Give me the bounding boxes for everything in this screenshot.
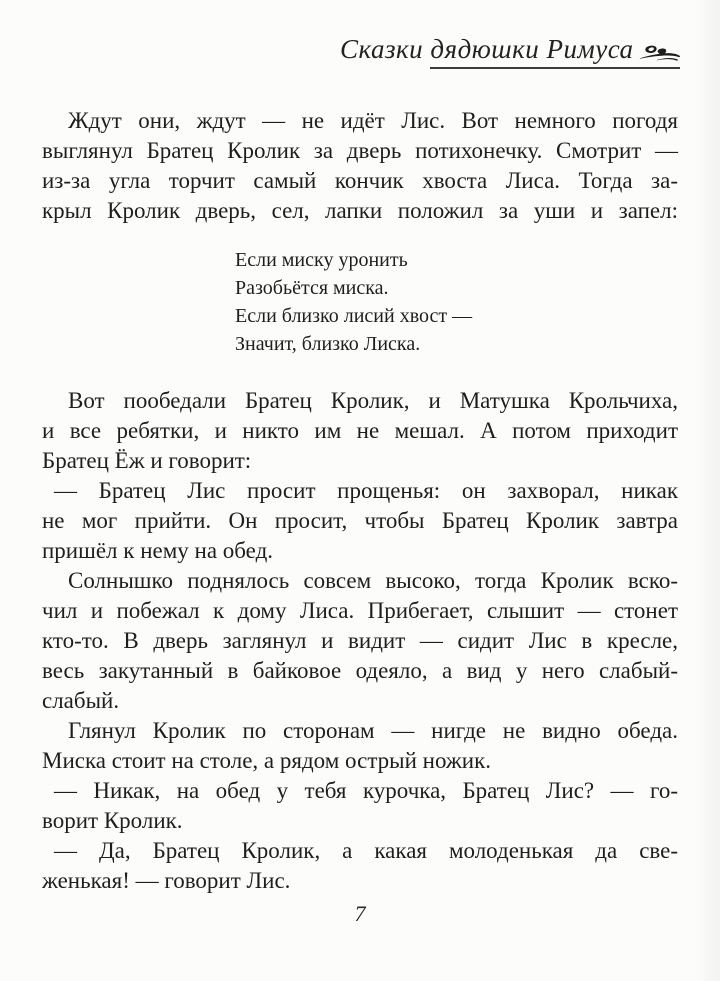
text-line: Братец Ёж и говорит:	[42, 448, 252, 473]
text-line: Глянул Кролик по сторонам — нигде не видно обеда.	[68, 718, 678, 743]
text-line: выглянул Братец Кролик за дверь потихонечку. Смотрит —	[42, 138, 678, 163]
text-line: — Никак, на обед у тебя курочка, Братец Лис? — го-	[54, 778, 678, 803]
page-number: 7	[354, 901, 366, 926]
paragraph	[42, 716, 678, 776]
text-line: кто-то. В дверь заглянул и видит — сидит Лис в кресле,	[42, 628, 678, 653]
text-line: из-за угла торчит самый кончик хвоста Лиса. Тогда за-	[42, 168, 678, 193]
running-head	[340, 34, 680, 69]
text-line: — Братец Лис просит прощенья: он захворал, никак	[54, 478, 678, 503]
story-text	[42, 106, 678, 896]
running-head-row	[340, 34, 680, 65]
verse-line: Если близко лисий хвост —	[235, 305, 473, 327]
text-line: весь закутанный в байковое одеяло, а вид у него слабый-	[42, 658, 678, 683]
text-line: пришёл к нему на обед.	[42, 538, 274, 563]
text-line: ворит Кролик.	[42, 808, 183, 833]
text-line: слабый.	[42, 688, 120, 713]
text-line: — Да, Братец Кролик, а какая молоденькая да све-	[54, 838, 678, 863]
paragraph	[42, 106, 678, 226]
paragraph	[42, 776, 678, 836]
text-line: и все ребятки, и никто им не мешал. А потом приходит	[42, 418, 678, 443]
paragraph	[42, 836, 678, 896]
text-line: Вот пообедали Братец Кролик, и Матушка Крольчиха,	[68, 388, 678, 413]
text-line: Солнышко поднялось совсем высоко, тогда Кролик вско-	[68, 568, 678, 593]
verse-line: Если миску уронить	[235, 249, 408, 271]
paragraph	[42, 566, 678, 716]
text-line: чил и побежал к дому Лиса. Прибегает, слышит — стонет	[42, 598, 678, 623]
text-line: крыл Кролик дверь, сел, лапки положил за уши и запел:	[42, 198, 678, 223]
text-line: не мог прийти. Он просит, чтобы Братец Кролик завтра	[42, 508, 678, 533]
paragraph	[42, 476, 678, 566]
paragraph	[42, 386, 678, 476]
text-line: Ждут они, ждут — не идёт Лис. Вот немного погодя	[68, 108, 678, 133]
verse-line: Значит, близко Лиска.	[235, 333, 421, 355]
verse-block	[235, 246, 678, 358]
text-line: женькая! — говорит Лис.	[42, 868, 291, 893]
flourish-icon	[638, 39, 680, 69]
text-line: Миска стоит на столе, а рядом острый ножик.	[42, 748, 492, 773]
verse-line: Разобьётся миска.	[235, 277, 389, 299]
running-head-title: Сказки дядюшки Римуса	[340, 34, 634, 64]
